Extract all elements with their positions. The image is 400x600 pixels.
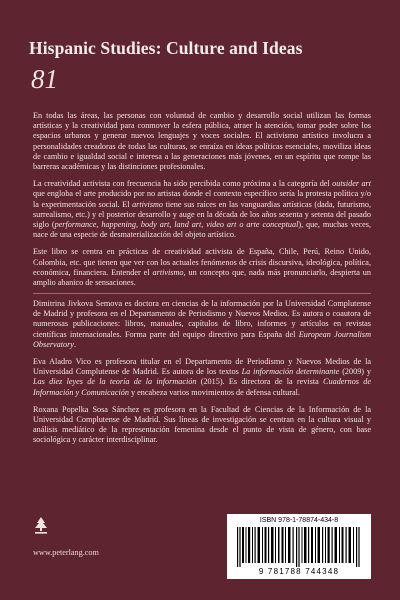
bio-dimitrina-jivkova <box>33 299 371 350</box>
text-run: y encabeza varios movimientos de defensa cultural. <box>128 387 300 397</box>
blurb <box>33 111 371 295</box>
barcode-box <box>227 514 371 579</box>
text-run: La creatividad activista con frecuencia ha sido percibida como próxima a la categoría del <box>33 179 333 189</box>
text-run: Dimitrina Jivkova Semova es doctora en ciencias de la información por la Universidad Complutense de Madrid y profesora en el Departamento de Periodismo y Nuevos Medios. Es autora o coautora de numerosas publicaciones: libros, manuales, capítulos de libro, informes y artículos en revistas científicas internacionales. Forma parte del equipo directivo para España del <box>33 299 371 339</box>
italic-term: Cuadernos de Información y Comunicación <box>33 377 371 397</box>
author-bios <box>33 299 371 453</box>
text-run: Este libro se centra en prácticas de creatividad activista de España, Chile, Perú, Reino Unido, Colombia, etc. que tienen que ver con los actuales fenómenos de crisis discursiva, ideológica, política, económica, financiera. Entender el <box>33 247 371 277</box>
text-run: tiene sus raíces en las vanguardias artísticas (dada, futurismo, surrealismo, etc.) y el posterior desarrollo y auge en la década de los años sesenta y setenta del pasado siglo ( <box>33 199 371 230</box>
section-divider <box>33 293 371 294</box>
series-number: 81 <box>31 64 58 94</box>
italic-term: outsider art <box>332 179 372 189</box>
italic-term: performance, happening, body art, land art, video art o arte conceptual <box>54 220 299 230</box>
bio-roxana-sosa: Roxana Popelka Sosa Sánchez es profesora en la Facultad de Ciencias de la Información de la Universidad Complutense de Madrid. Sus líneas de investigación se centran en la cultura visual y análisis mediático de la representación femenina desde el punto de vista de género, con base sociológica y carácter interdisciplinar. <box>33 404 371 445</box>
blurb-paragraph-3 <box>33 247 371 288</box>
peter-lang-tree-logo-icon <box>33 517 49 535</box>
barcode-bars <box>235 527 363 567</box>
barcode-digits: 9 781788 744348 <box>258 567 340 576</box>
text-run: ), que, muchas veces, nace de una especie de desmaterialización del objeto artístico. <box>33 220 371 240</box>
text-run: , un concepto que, nada más pronunciarlo, despierta un amplio abanico de sensaciones. <box>33 267 371 288</box>
series-title: Hispanic Studies: Culture and Ideas <box>29 38 303 58</box>
italic-term: artivismo <box>152 267 184 277</box>
text-run: (2009) y <box>339 367 372 377</box>
blurb-paragraph-1: En todas las áreas, las personas con voluntad de cambio y desarrollo social utilizan las formas artísticas y la creatividad para conmover la esfera pública, atraer la atención, tomar poder sobre los espacios urbanos y generar nuevos lenguajes y voces sociales. El activismo artístico involucra a personalidades creadoras de todas las culturas, se enraíza en ideas políticas esenciales, moviliza ideas de cambio e igualdad social e interesa a las generaciones más jóvenes, en un espíritu que rompe las barreras académicas y las distinciones profesionales. <box>33 111 371 172</box>
isbn-label: ISBN 978-1-78874-434-8 <box>259 517 339 524</box>
italic-term: artivismo <box>132 199 164 209</box>
text-run: Eva Aladro Vico es profesora titular en el Departamento de Periodismo y Nuevos Medios de la Universidad Complutense de Madrid. Es autora de los textos <box>33 357 371 377</box>
bio-eva-aladro <box>33 357 371 398</box>
text-run: . <box>73 339 76 349</box>
blurb-paragraph-2 <box>33 179 371 240</box>
publisher-website: www.peterlang.com <box>33 548 99 557</box>
italic-term: La información determinante <box>241 367 340 377</box>
italic-term: Las diez leyes de la teoría de la información <box>33 377 197 387</box>
text-run: que engloba el arte producido por no artistas donde el contexto específico sería la protesta política y/o la experimentación social. El <box>33 189 371 209</box>
italic-term: European Journalism Observatory <box>33 329 371 349</box>
text-run: (2015). Es directora de la revista <box>196 377 324 387</box>
